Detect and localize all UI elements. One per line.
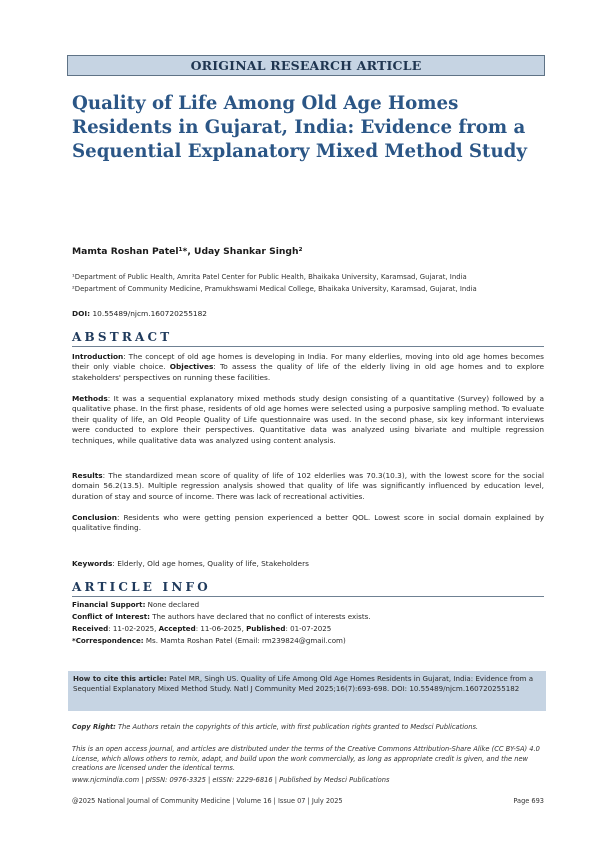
doi-label: DOI: bbox=[72, 309, 91, 318]
citation-box bbox=[68, 671, 546, 711]
article-type-banner bbox=[67, 55, 545, 76]
accepted-date: : 11-06-2025, bbox=[195, 624, 247, 633]
results-text: : The standardized mean score of quality of life of 102 elderlies was 70.3(10.3), with the lowest score for the social domain 56.2(13.5). Multiple regression analysis showed that quality of life was significantly influenced by education level, duration of stay and source of income. There was lack of recreational activities. bbox=[72, 471, 544, 501]
financial-support bbox=[72, 600, 199, 609]
dates bbox=[72, 624, 331, 633]
doi-link[interactable]: 10.55489/njcm.160720255182 bbox=[90, 309, 208, 318]
article-info-heading: ARTICLE INFO bbox=[72, 580, 211, 594]
abstract-results bbox=[72, 471, 544, 502]
doi-line bbox=[72, 309, 207, 318]
abstract-divider bbox=[72, 346, 544, 347]
article-type-label: ORIGINAL RESEARCH ARTICLE bbox=[190, 58, 422, 73]
keywords-text: : Elderly, Old age homes, Quality of life, Stakeholders bbox=[112, 559, 309, 568]
license-note: This is an open access journal, and articles are distributed under the terms of the Creative Commons Attribution-Share Alike (CC BY-SA) 4.0 License, which allows others to remix, adapt, and build upon the work commercially, as long as appropriate credit is given, and the new creations are licensed under the identical terms. bbox=[72, 745, 540, 773]
received-date: : 11-02-2025, bbox=[108, 624, 159, 633]
abstract-conclusion bbox=[72, 513, 544, 534]
author-list: Mamta Roshan Patel¹*, Uday Shankar Singh² bbox=[72, 246, 303, 257]
article-title: Quality of Life Among Old Age Homes Residents in Gujarat, India: Evidence from a Sequential Explanatory Mixed Method Study bbox=[72, 93, 527, 162]
citation-label: How to cite this article: bbox=[73, 674, 167, 683]
keywords-label: Keywords bbox=[72, 559, 113, 568]
accepted-label: Accepted bbox=[158, 624, 196, 633]
correspondence bbox=[72, 636, 346, 645]
received-label: Received bbox=[72, 624, 109, 633]
citation-body: Patel MR, Singh US. Quality of Life Among Old Age Homes Residents in Gujarat, India: Evidence from a Sequential Explanatory Mixed Method Study. Natl J Community Med 2025;16(7):693-698. DOI: 10.55489/njcm.160720255182 bbox=[73, 674, 534, 694]
abstract-introduction bbox=[72, 352, 544, 383]
copyright-label: Copy Right: bbox=[72, 723, 116, 731]
conflict-label: Conflict of Interest: bbox=[72, 612, 150, 621]
methods-text: : It was a sequential explanatory mixed methods study design consisting of a quantitative (Survey) followed by a qualitative phase. In the first phase, residents of old age homes were selected using a purposive sampling method. To evaluate their quality of life, an Old People Quality of Life questionnaire was used. In the second phase, six key informant interviews were conducted to explore their perspectives. Quantitative data was analyzed using bivariate and multiple regression techniques, while qualitative data was analyzed using content analysis. bbox=[72, 394, 544, 445]
article-info-divider bbox=[72, 596, 544, 597]
abstract-methods bbox=[72, 394, 544, 446]
intro-label: Introduction bbox=[72, 352, 124, 361]
conflict-of-interest bbox=[72, 612, 371, 621]
journal-links[interactable]: www.njcmindia.com | pISSN: 0976-3325 | eISSN: 2229-6816 | Published by Medsci Publications bbox=[72, 776, 390, 784]
conclusion-text: : Residents who were getting pension experienced a better QOL. Lowest score in social domain explained by qualitative finding. bbox=[72, 513, 544, 533]
affiliation-2: ²Department of Community Medicine, Pramukhswami Medical College, Bhaikaka University, Karamsad, Gujarat, India bbox=[72, 285, 477, 293]
funding-label: Financial Support: bbox=[72, 600, 146, 609]
intro-text: : The concept of old age homes is developing in India. For many elderlies, moving into old age homes becomes their only viable choice. bbox=[72, 352, 544, 372]
affiliation-1: ¹Department of Public Health, Amrita Patel Center for Public Health, Bhaikaka University, Karamsad, Gujarat, India bbox=[72, 273, 467, 281]
published-date: : 01-07-2025 bbox=[285, 624, 332, 633]
funding-text: None declared bbox=[145, 600, 200, 609]
keywords bbox=[72, 559, 544, 569]
correspondence-text: Ms. Mamta Roshan Patel (Email: rm239824@gmail.com) bbox=[143, 636, 346, 645]
conflict-text: The authors have declared that no conflict of interests exists. bbox=[149, 612, 371, 621]
footer-journal-info: @2025 National Journal of Community Medicine | Volume 16 | Issue 07 | July 2025 bbox=[72, 797, 343, 805]
correspondence-label: *Correspondence: bbox=[72, 636, 144, 645]
conclusion-label: Conclusion bbox=[72, 513, 117, 522]
methods-label: Methods bbox=[72, 394, 108, 403]
copyright-text: The Authors retain the copyrights of this article, with first publication rights granted to Medsci Publications. bbox=[115, 723, 479, 731]
page-number: Page 693 bbox=[513, 797, 544, 805]
page-footer bbox=[72, 797, 544, 805]
results-label: Results bbox=[72, 471, 103, 480]
citation-text bbox=[73, 674, 541, 694]
published-label: Published bbox=[246, 624, 286, 633]
objectives-label: Objectives bbox=[169, 362, 214, 372]
copyright-note bbox=[72, 723, 544, 733]
abstract-heading: ABSTRACT bbox=[72, 330, 173, 344]
objectives-text: : To assess the quality of life of the elderly living in old age homes and to explore stakeholders' perspectives on running these facilities. bbox=[72, 362, 544, 382]
